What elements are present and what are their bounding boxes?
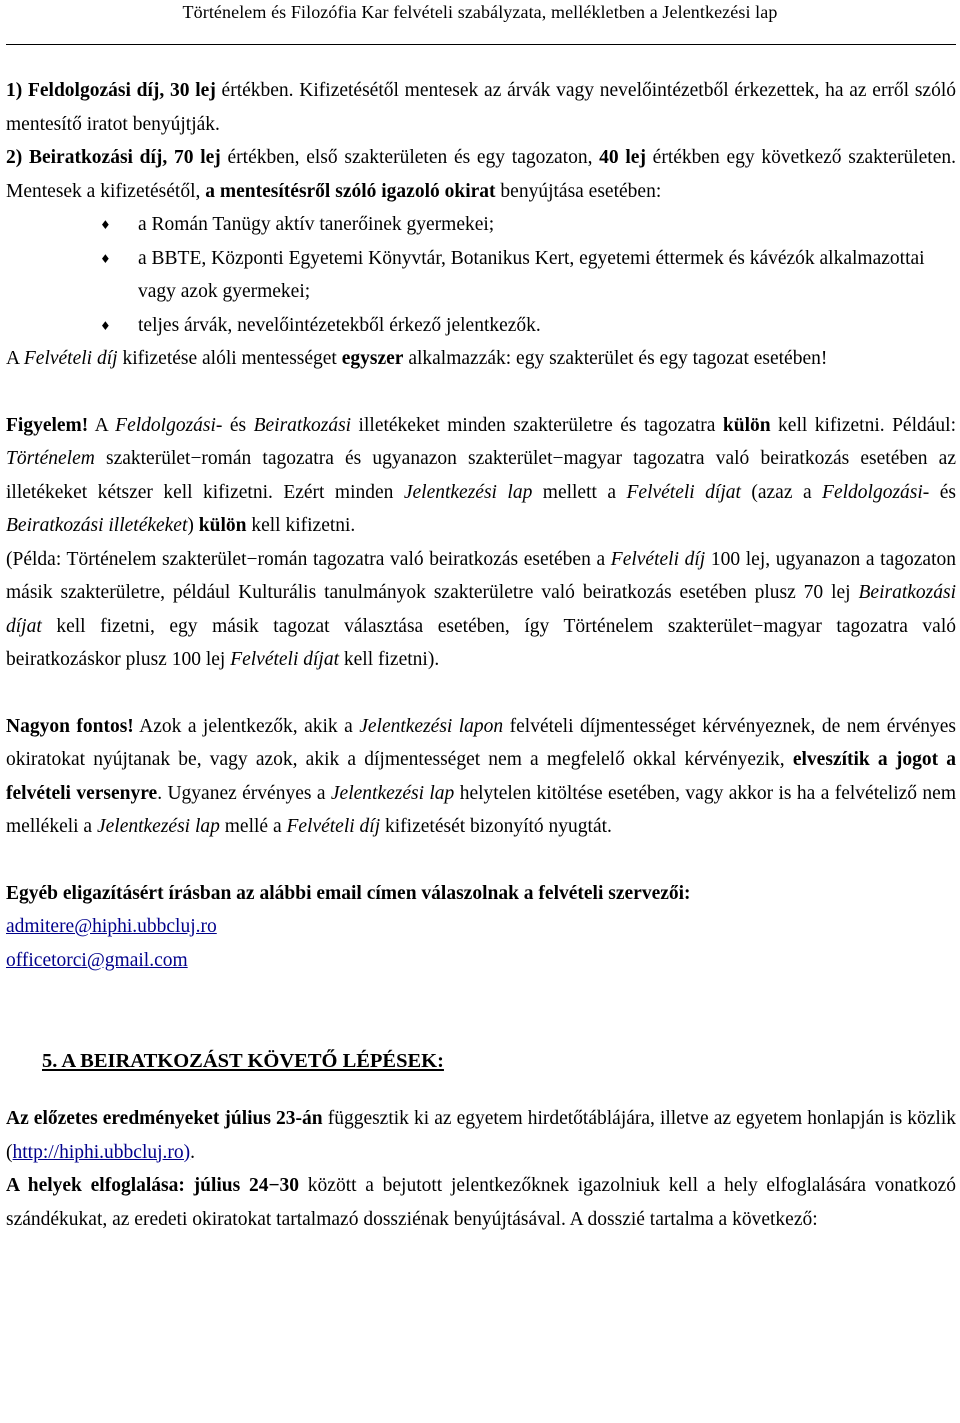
diamond-bullet-icon: ♦ (100, 251, 111, 266)
fee2-text-3: benyújtása esetében: (495, 180, 662, 202)
important-italic: Jelentkezési lap (96, 816, 220, 837)
list-item (100, 208, 956, 242)
important-text: mellé a (219, 816, 287, 837)
example-italic: Felvételi díj (610, 548, 706, 570)
spacer (6, 1010, 956, 1044)
fee2-bold-2: 40 lej (599, 147, 646, 168)
exempt-italic-1: Felvételi díj (23, 348, 118, 369)
email-line (6, 944, 956, 978)
fee2-text-2: értékben egy következő szakterületen. Mentesek a kifizetésétől, (6, 147, 956, 202)
list-item-text: teljes árvák, nevelőintézetekből érkező jelentkezők. (138, 314, 541, 336)
important-text: kifizetését bizonyító nyugtát. (380, 816, 612, 837)
figyelem-bold: külön (722, 414, 771, 436)
figyelem-italic: Felvételi díjat (626, 481, 741, 503)
example-text: kell fizetni). (339, 649, 440, 670)
exempt-text-2: kifizetése alóli mentességet (117, 348, 342, 369)
figyelem-italic: Feldolgozási (115, 414, 216, 436)
figyelem-italic: Történelem (6, 448, 95, 469)
figyelem-text: A (88, 414, 116, 436)
figyelem-text: - és (922, 481, 956, 503)
important-paragraph (6, 710, 956, 844)
example-italic: Felvételi díjat (230, 649, 340, 670)
important-bold: elveszítik a jogot a felvételi versenyre (6, 749, 956, 804)
figyelem-text: kell kifizetni. (246, 515, 356, 536)
figyelem-text: ) (187, 515, 199, 536)
figyelem-text: mellett a (532, 481, 627, 503)
fee1-bold: 1) Feldolgozási díj, 30 lej (6, 80, 216, 101)
important-text: helytelen kitöltése esetében, vagy akkor is ha a felvételiző nem mellékeli a (6, 782, 956, 837)
header-divider (6, 44, 956, 45)
figyelem-bold: külön (198, 515, 247, 536)
document-body (6, 74, 956, 1236)
spacer (6, 1078, 956, 1102)
spacer (6, 844, 956, 877)
section-heading: 5. A BEIRATKOZÁST KÖVETŐ LÉPÉSEK: (42, 1050, 444, 1072)
exempt-text-1: A (6, 348, 24, 369)
important-label: Nagyon fontos! (6, 715, 134, 737)
example-text: (Példa: Történelem szakterület−román tagozatra való beiratkozás esetében a (6, 548, 611, 570)
figyelem-italic: Beiratkozási (253, 414, 352, 436)
example-text: kell fizetni, egy másik tagozat választása esetében, így Történelem szakterület−magyar tagozatra való beiratkozáskor plusz 100 lej (6, 615, 956, 670)
results-paragraph (6, 1102, 956, 1169)
fee2-bold-1: 2) Beiratkozási díj, 70 lej (6, 147, 221, 168)
diamond-bullet-icon: ♦ (100, 218, 111, 232)
fee2-paragraph (6, 141, 956, 208)
exemption-list (6, 208, 956, 342)
important-text: Azok a jelentkezők, akik a (133, 715, 360, 737)
diamond-bullet-icon: ♦ (100, 318, 111, 333)
results-bold: Az előzetes eredményeket július 23-án (6, 1108, 323, 1129)
website-link[interactable]: http://hiphi.ubbcluj.ro) (12, 1141, 191, 1163)
email-line (6, 910, 956, 944)
list-item (100, 242, 956, 309)
fee1-paragraph (6, 74, 956, 141)
exempt-text-3: alkalmazzák: egy szakterület és egy tagozat esetében! (403, 348, 828, 369)
figyelem-text: - és (215, 414, 254, 436)
figyelem-text: illetékeket minden szakterületre és tagozatra (351, 414, 723, 436)
figyelem-italic: Jelentkezési lap (403, 481, 533, 503)
email-link-officetorci[interactable]: officetorci@gmail.com (6, 949, 188, 971)
results-text: függesztik ki az egyetem hirdetőtáblájára, illetve az egyetem honlapján is közlik ( (6, 1108, 956, 1163)
example-paragraph (6, 543, 956, 677)
page-header: Történelem és Filozófia Kar felvételi szabályzata, mellékletben a Jelentkezési lap (182, 2, 778, 22)
exempt-paragraph (6, 342, 956, 376)
example-italic: Beiratkozási díjat (6, 582, 956, 637)
contact-paragraph (6, 877, 956, 911)
places-bold: A helyek elfoglalása: július 24−30 (6, 1175, 300, 1196)
figyelem-text: szakterület−román tagozatra és ugyanazon szakterület−magyar tagozatra való beiratkozás esetében az illetékeket kétszer kell kifizetni. Ezért minden (6, 448, 956, 503)
fee2-bold-3: a mentesítésről szóló igazoló okirat (205, 180, 496, 202)
email-link-admitere[interactable]: admitere@hiphi.ubbcluj.ro (6, 916, 217, 937)
fee1-text: értékben. Kifizetésétől mentesek az árvák vagy nevelőintézetből érkezettek, ha az erről szóló mentesítő iratot benyújtják. (6, 80, 956, 135)
results-text: . (190, 1141, 196, 1163)
list-item-text: a BBTE, Központi Egyetemi Könyvtár, Botanikus Kert, egyetemi éttermek és kávézók alkalmazottai vagy azok gyermekei; (138, 247, 925, 302)
figyelem-italic: Beiratkozási illetékeket (6, 515, 188, 536)
important-italic: Jelentkezési lap (330, 782, 455, 804)
figyelem-italic: Feldolgozási (822, 481, 923, 503)
list-item (100, 309, 956, 343)
figyelem-text: (azaz a (740, 481, 823, 503)
exempt-bold-1: egyszer (341, 348, 404, 369)
figyelem-text: kell kifizetni. Például: (770, 414, 956, 436)
example-text: 100 lej, ugyanazon a tagozaton másik szakterületre, például Kulturális tanulmányok szakterületre való beiratkozás esetében plusz 70 lej (6, 548, 956, 603)
spacer (6, 376, 956, 409)
figyelem-label: Figyelem! (6, 414, 89, 436)
places-text: között a bejutott jelentkezőknek igazolniuk kell a hely elfoglalására vonatkozó szándékukat, az eredeti okiratokat tartalmazó dossziénak benyújtásával. A dosszié tartalma a következő: (6, 1175, 956, 1230)
important-italic: Jelentkezési lapon (359, 715, 504, 737)
contact-text: Egyéb eligazításért írásban az alábbi email címen válaszolnak a felvételi szervezői: (6, 882, 691, 904)
important-italic: Felvételi díj (286, 816, 381, 837)
places-paragraph (6, 1169, 956, 1236)
list-item-text: a Román Tanügy aktív tanerőinek gyermekei; (138, 214, 495, 235)
important-text: felvételi díjmentességet kérvényeznek, de nem érvényes okiratokat nyújtanak be, vagy azok, akik a díjmentességet nem a megfelelő okkal kérvényezik, (6, 715, 957, 770)
figyelem-paragraph (6, 409, 956, 543)
fee2-text-1: értékben, első szakterületen és egy tagozaton, (220, 147, 600, 168)
important-text: . Ugyanez érvényes a (157, 782, 331, 804)
spacer (6, 977, 956, 1010)
spacer (6, 677, 956, 710)
